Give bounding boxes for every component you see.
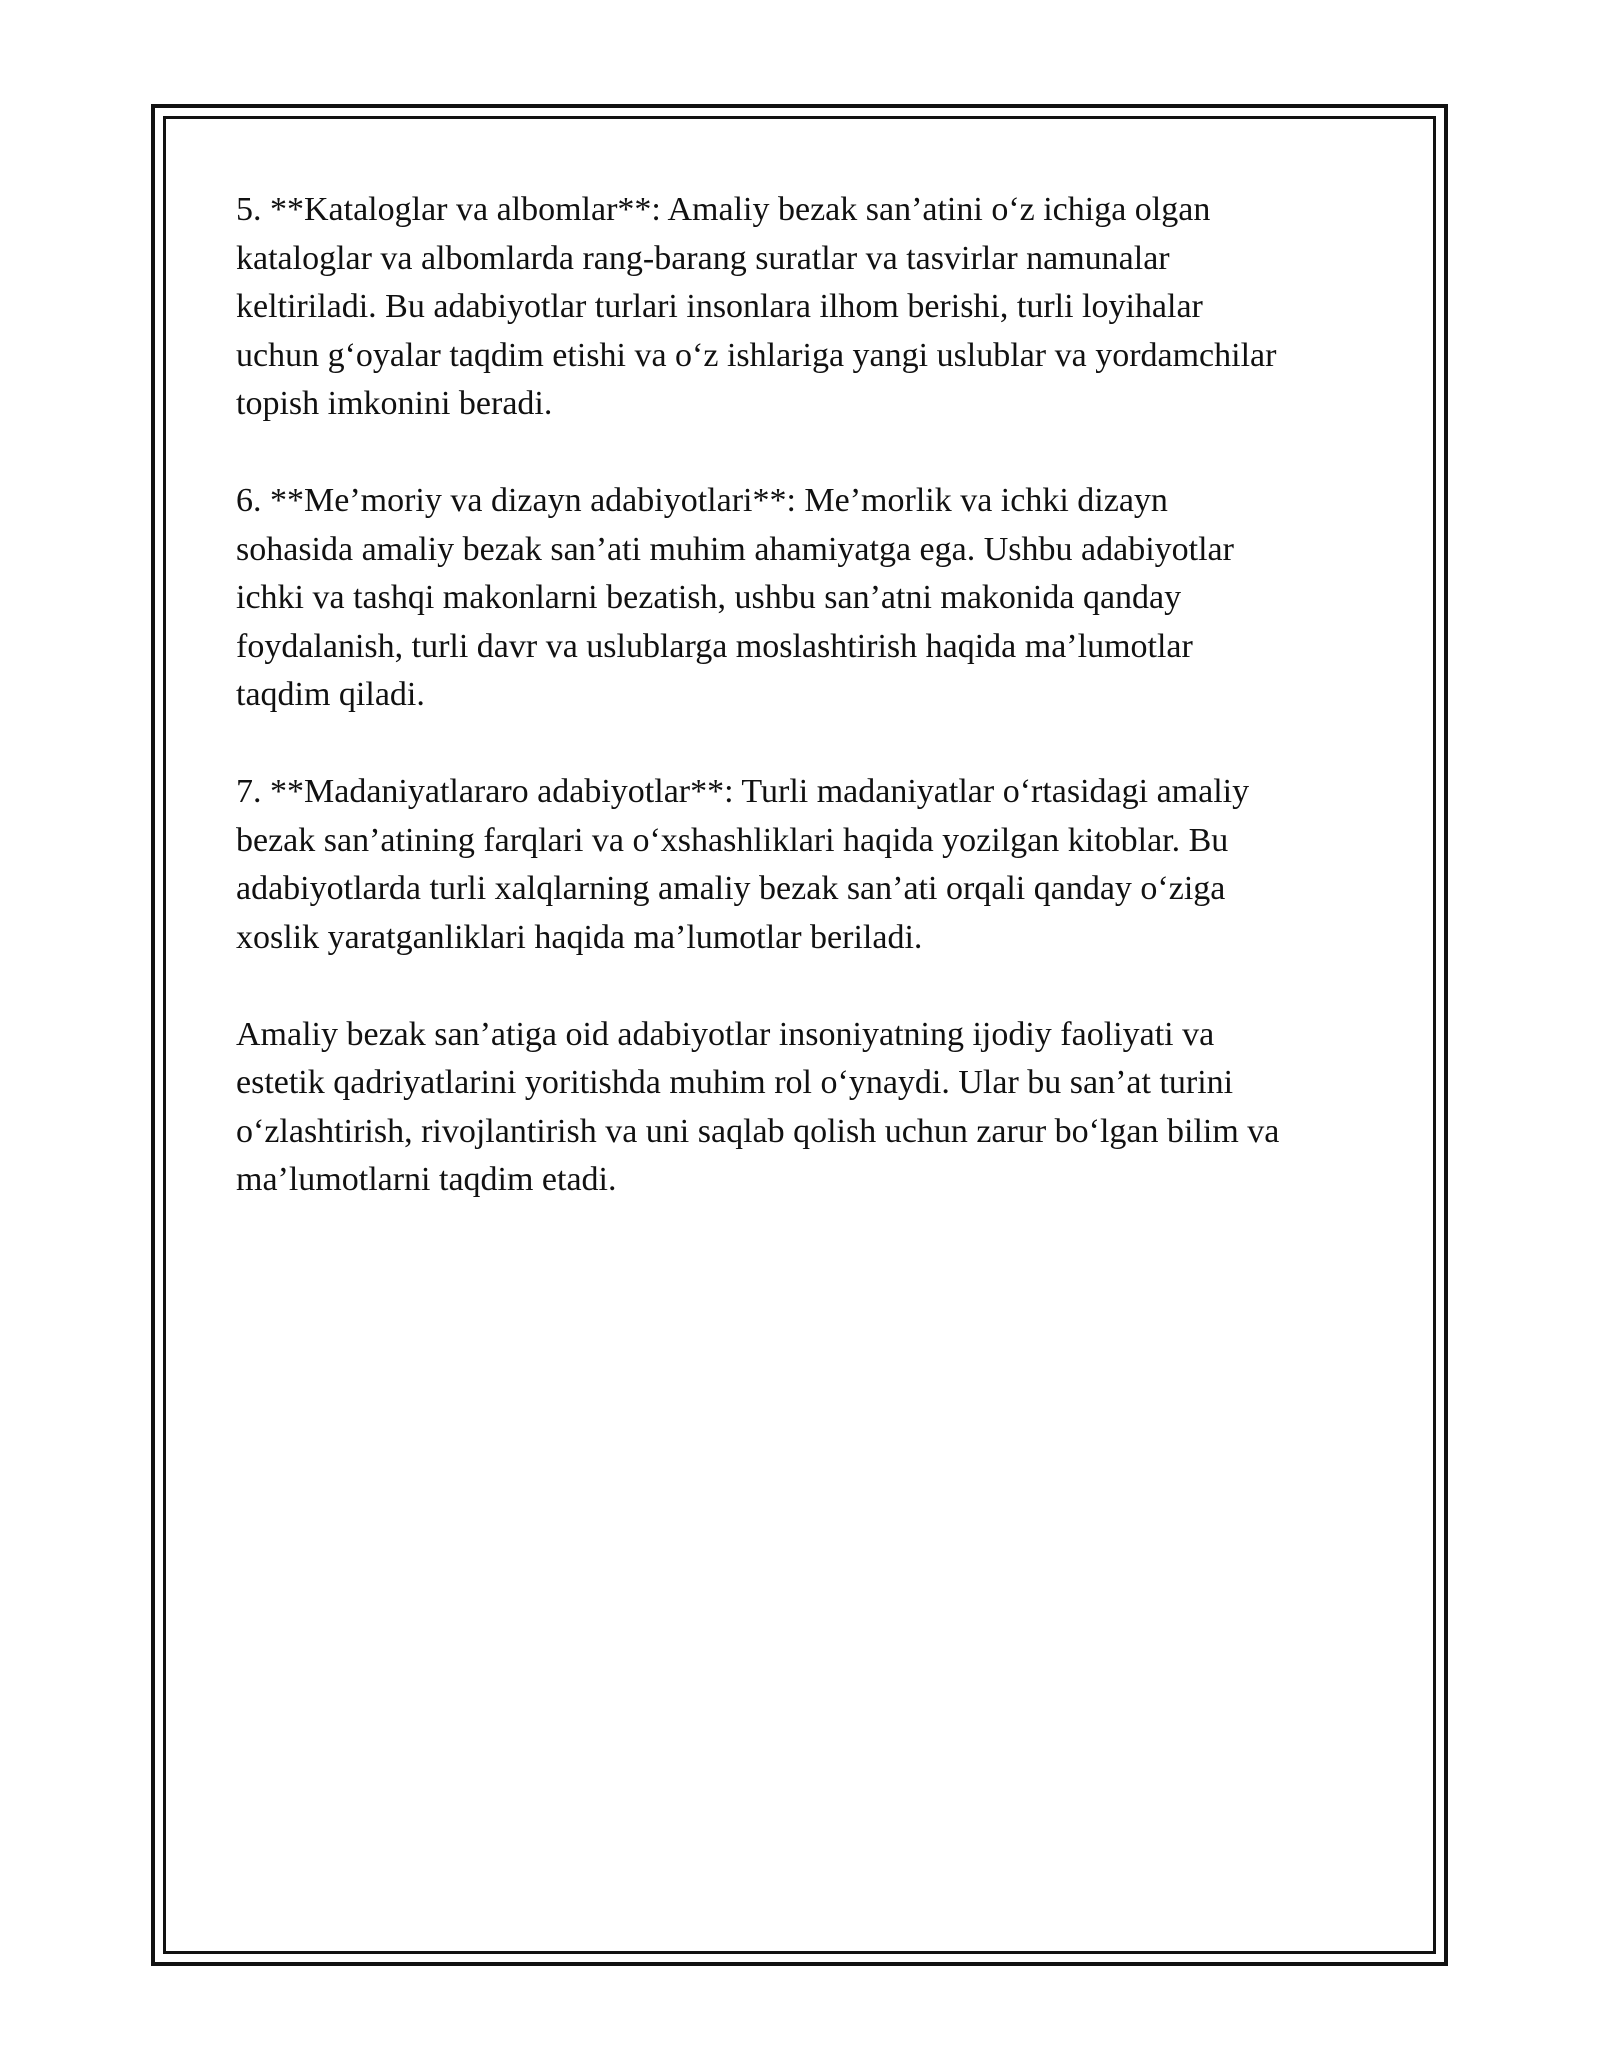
text-line: ma’lumotlarni taqdim etadi. <box>236 1161 617 1198</box>
text-line: 7. **Madaniyatlararo adabiyotlar**: Turli madaniyatlar o‘rtasidagi amaliy <box>236 773 1250 810</box>
text-line: uchun g‘oyalar taqdim etishi va o‘z ishlariga yangi uslublar va yordamchilar <box>236 336 1277 374</box>
paragraph-conclusion <box>236 1011 1376 1205</box>
text-line: bezak san’atining farqlari va o‘xshashliklari haqida yozilgan kitoblar. Bu <box>236 821 1229 859</box>
text-line: sohasida amaliy bezak san’ati muhim ahamiyatga ega. Ushbu adabiyotlar <box>236 530 1234 568</box>
document-body <box>236 186 1376 1253</box>
text-line: topish imkonini beradi. <box>236 385 553 422</box>
paragraph-catalogs <box>236 186 1376 429</box>
paragraph-architecture-design <box>236 477 1376 720</box>
paragraph-intercultural <box>236 768 1376 962</box>
text-line: xoslik yaratganliklari haqida ma’lumotlar beriladi. <box>236 918 923 956</box>
text-line: o‘zlashtirish, rivojlantirish va uni saqlab qolish uchun zarur bo‘lgan bilim va <box>236 1112 1280 1150</box>
text-line: taqdim qiladi. <box>236 676 425 713</box>
text-line: 6. **Me’moriy va dizayn adabiyotlari**: Me’morlik va ichki dizayn <box>236 482 1168 519</box>
text-line: 5. **Kataloglar va albomlar**: Amaliy bezak san’atini o‘z ichiga olgan <box>236 191 1211 228</box>
text-line: foydalanish, turli davr va uslublarga moslashtirish haqida ma’lumotlar <box>236 627 1193 665</box>
text-line: adabiyotlarda turli xalqlarning amaliy bezak san’ati orqali qanday o‘ziga <box>236 870 1226 907</box>
text-line: kataloglar va albomlarda rang-barang suratlar va tasvirlar namunalar <box>236 239 1170 277</box>
text-line: keltiriladi. Bu adabiyotlar turlari insonlara ilhom berishi, turli loyihalar <box>236 288 1203 325</box>
text-line: ichki va tashqi makonlarni bezatish, ushbu san’atni makonida qanday <box>236 579 1182 616</box>
text-line: estetik qadriyatlarini yoritishda muhim rol o‘ynaydi. Ular bu san’at turini <box>236 1064 1234 1101</box>
text-line: Amaliy bezak san’atiga oid adabiyotlar insoniyatning ijodiy faoliyati va <box>236 1015 1215 1053</box>
